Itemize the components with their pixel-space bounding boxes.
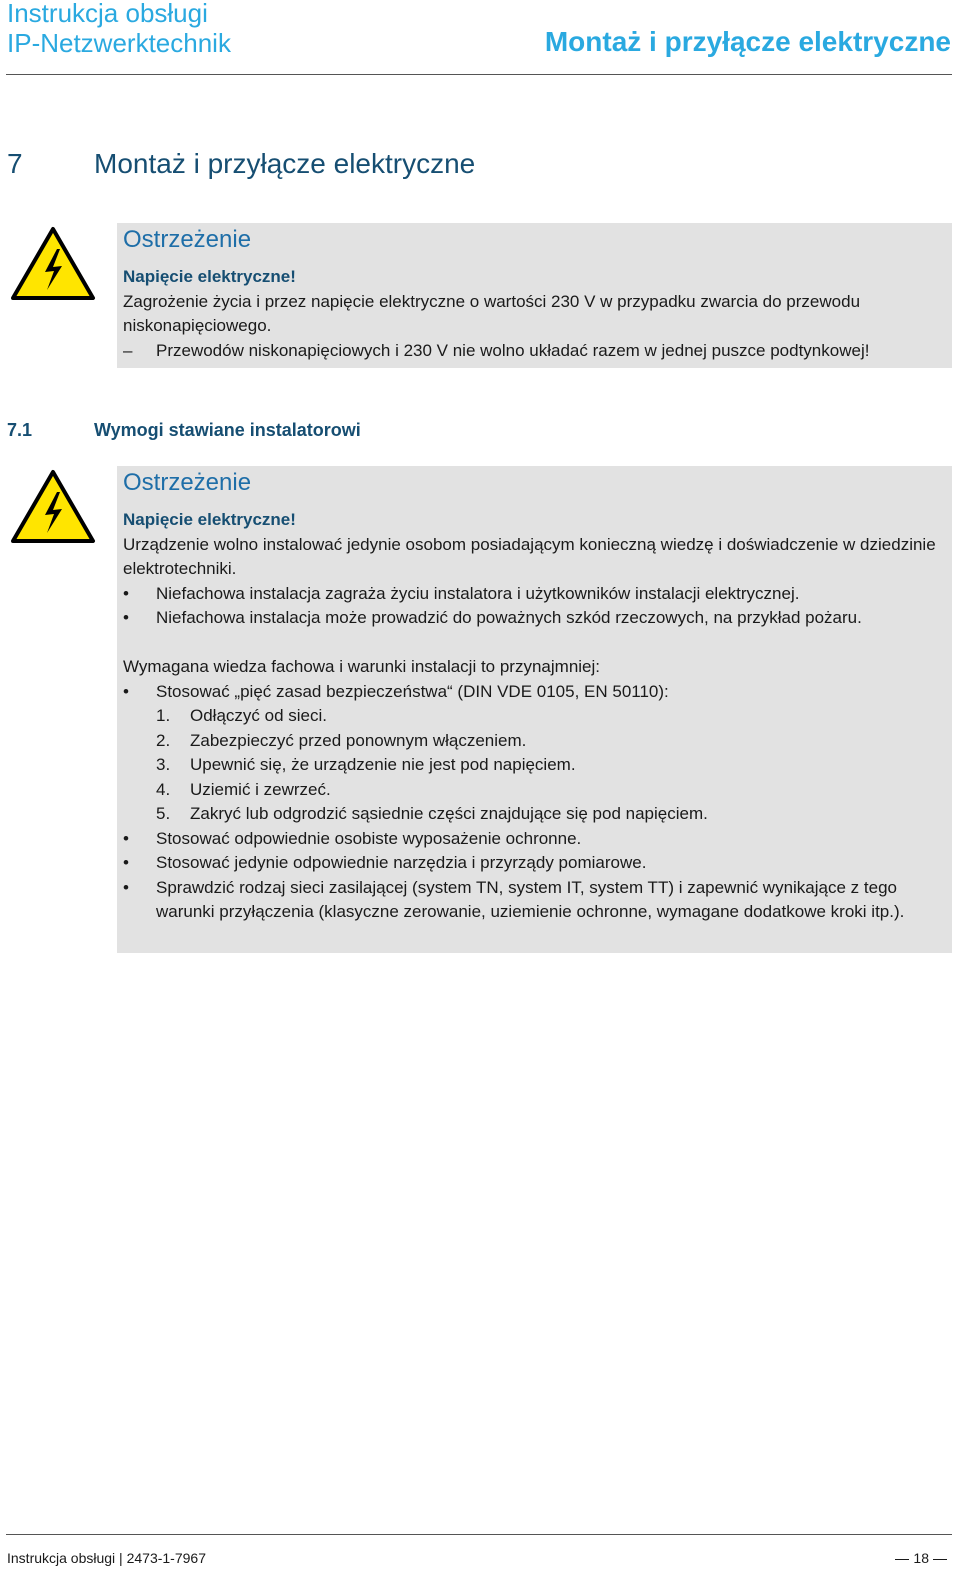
number-marker: 5. <box>156 804 171 823</box>
warning-subtitle: Napięcie elektryczne! <box>123 510 296 529</box>
requirements-intro: Wymagana wiedza fachowa i warunki instalacji to przynajmniej: <box>123 657 601 676</box>
list-item-text: Sprawdzić rodzaj sieci zasilającej (system TN, system IT, system TT) i zapewnić wynikające z tego warunki przyłączenia (klasyczne zerowanie, uziemienie ochronne, wymagane dodatkowe kroki itp.). <box>156 877 905 921</box>
page-number <box>891 1549 951 1567</box>
numbered-item-text: Upewnić się, że urządzenie nie jest pod napięciem. <box>190 755 576 774</box>
list-item <box>123 851 946 876</box>
document-title: Instrukcja obsługi <box>7 0 208 28</box>
footer-divider <box>6 1534 952 1535</box>
bullet-marker: • <box>123 877 129 897</box>
warning-title: Ostrzeżenie <box>123 226 252 253</box>
electrical-hazard-icon <box>10 469 96 545</box>
numbered-item <box>123 704 946 729</box>
bullet-marker: • <box>123 681 129 701</box>
numbered-item-text: Zakryć lub odgrodzić sąsiednie części znajdujące się pod napięciem. <box>190 804 708 823</box>
header-divider <box>6 74 952 75</box>
page-dash <box>895 1559 909 1560</box>
warning-box <box>117 223 952 368</box>
number-marker: 4. <box>156 779 171 799</box>
bullet-marker: • <box>123 853 129 872</box>
document-product: IP-Netzwerktechnik <box>7 28 231 58</box>
numbered-item-text: Zabezpieczyć przed ponownym włączeniem. <box>190 730 527 750</box>
section-title: Wymogi stawiane instalatorowi <box>94 420 361 440</box>
number-marker: 3. <box>156 755 171 774</box>
number-marker: 2. <box>156 730 171 750</box>
list-item <box>123 827 946 852</box>
footer-doc-id: Instrukcja obsługi | 2473-1-7967 <box>7 1550 206 1566</box>
dash-marker: – <box>123 340 133 360</box>
numbered-item <box>123 753 946 778</box>
document-header-title <box>7 0 231 58</box>
warning-text: Zagrożenie życia i przez napięcie elektryczne o wartości 230 V w przypadku zwarcia do przewodu niskonapięciowego. <box>123 291 861 335</box>
section-number: 7.1 <box>7 420 33 440</box>
list-item-text: Przewodów niskonapięciowych i 230 V nie wolno układać razem w jednej puszce podtynkowej! <box>156 340 870 360</box>
list-item-text: Stosować odpowiednie osobiste wyposażenie ochronne. <box>156 828 582 848</box>
bullet-marker: • <box>123 608 129 627</box>
warning-box <box>117 466 952 953</box>
list-item-text: Stosować „pięć zasad bezpieczeństwa“ (DIN VDE 0105, EN 50110): <box>156 681 669 701</box>
numbered-item <box>123 729 946 754</box>
page-number-value: 18 <box>913 1550 929 1566</box>
running-section-title: Montaż i przyłącze elektryczne <box>544 26 951 57</box>
list-item <box>123 680 946 705</box>
bullet-marker: • <box>123 828 129 848</box>
electrical-hazard-icon <box>10 226 96 302</box>
list-item <box>123 606 946 631</box>
list-item-text: Stosować jedynie odpowiednie narzędzia i przyrządy pomiarowe. <box>156 853 647 872</box>
list-item <box>123 582 946 607</box>
number-marker: 1. <box>156 706 171 725</box>
numbered-item <box>123 778 946 803</box>
bullet-marker: • <box>123 583 129 603</box>
list-item-text: Niefachowa instalacja może prowadzić do poważnych szkód rzeczowych, na przykład pożaru. <box>156 608 862 627</box>
numbered-item-text: Uziemić i zewrzeć. <box>190 779 331 799</box>
list-item-text: Niefachowa instalacja zagraża życiu instalatora i użytkowników instalacji elektrycznej. <box>156 583 800 603</box>
chapter-title: Montaż i przyłącze elektryczne <box>94 148 476 179</box>
list-item <box>123 876 946 925</box>
numbered-item-text: Odłączyć od sieci. <box>190 706 327 725</box>
warning-title: Ostrzeżenie <box>123 469 252 496</box>
warning-subtitle: Napięcie elektryczne! <box>123 267 296 286</box>
chapter-number: 7 <box>7 148 23 179</box>
page-dash <box>933 1559 947 1560</box>
warning-text: Urządzenie wolno instalować jedynie osobom posiadającym konieczną wiedzę i doświadczenie w dziedzinie elektrotechniki. <box>123 534 936 578</box>
list-item <box>123 339 946 364</box>
numbered-item <box>123 802 946 827</box>
